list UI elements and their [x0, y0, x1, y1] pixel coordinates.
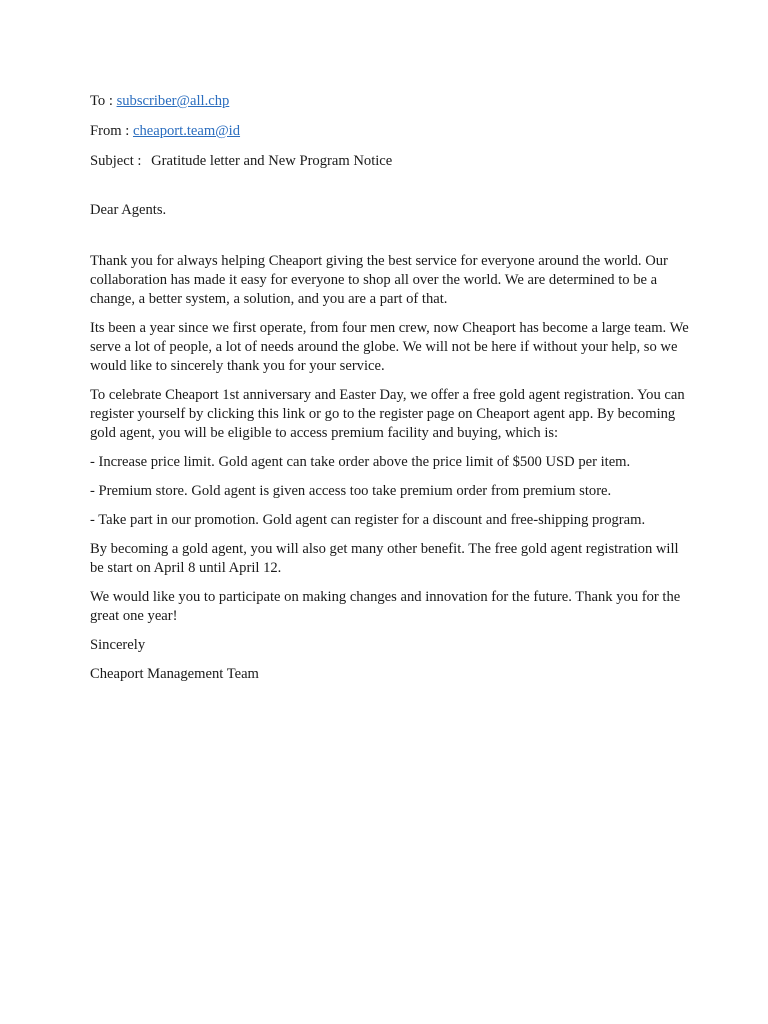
from-label: From :: [90, 123, 130, 139]
benefit-promotion: - Take part in our promotion. Gold agent can register for a discount and free-shipping program.: [90, 512, 646, 528]
benefit-price-limit: - Increase price limit. Gold agent can take order above the price limit of $500 USD per item.: [90, 454, 631, 470]
from-address-link[interactable]: cheaport.team@id: [132, 123, 241, 139]
paragraph-closing: We would like you to participate on making changes and innovation for the future. Thank you for the great one year!: [90, 589, 681, 624]
to-label: To :: [90, 93, 113, 109]
letter-page: [90, 92, 690, 694]
paragraph-thanks: Thank you for always helping Cheaport giving the best service for everyone around the world. Our collaboration has made it easy for everyone to shop all over the world. We are determined to be a change, a better system, a solution, and you are a part of that.: [90, 253, 668, 307]
to-address-link[interactable]: subscriber@all.chp: [116, 93, 230, 109]
benefit-premium-store: - Premium store. Gold agent is given access too take premium order from premium store.: [90, 483, 612, 499]
paragraph-one-year: Its been a year since we first operate, from four men crew, now Cheaport has become a large team. We serve a lot of people, a lot of needs around the globe. We will not be here if without your help, so we would like to sincerely thank you for your service.: [90, 320, 689, 374]
subject-label: Subject :: [90, 153, 142, 169]
subject-line: [90, 152, 690, 171]
signature: Cheaport Management Team: [90, 666, 259, 682]
greeting: Dear Agents.: [90, 202, 167, 218]
from-line: [90, 122, 690, 141]
paragraph-registration-dates: By becoming a gold agent, you will also get many other benefit. The free gold agent registration will be start on April 8 until April 12.: [90, 541, 679, 576]
sign-off: Sincerely: [90, 637, 146, 653]
subject-text: Gratitude letter and New Program Notice: [151, 153, 393, 169]
to-line: [90, 92, 690, 111]
paragraph-celebrate: To celebrate Cheaport 1st anniversary and Easter Day, we offer a free gold agent registration. You can register yourself by clicking this link or go to the register page on Cheaport agent app. By becoming gold agent, you will be eligible to access premium facility and buying, which is:: [90, 387, 685, 441]
